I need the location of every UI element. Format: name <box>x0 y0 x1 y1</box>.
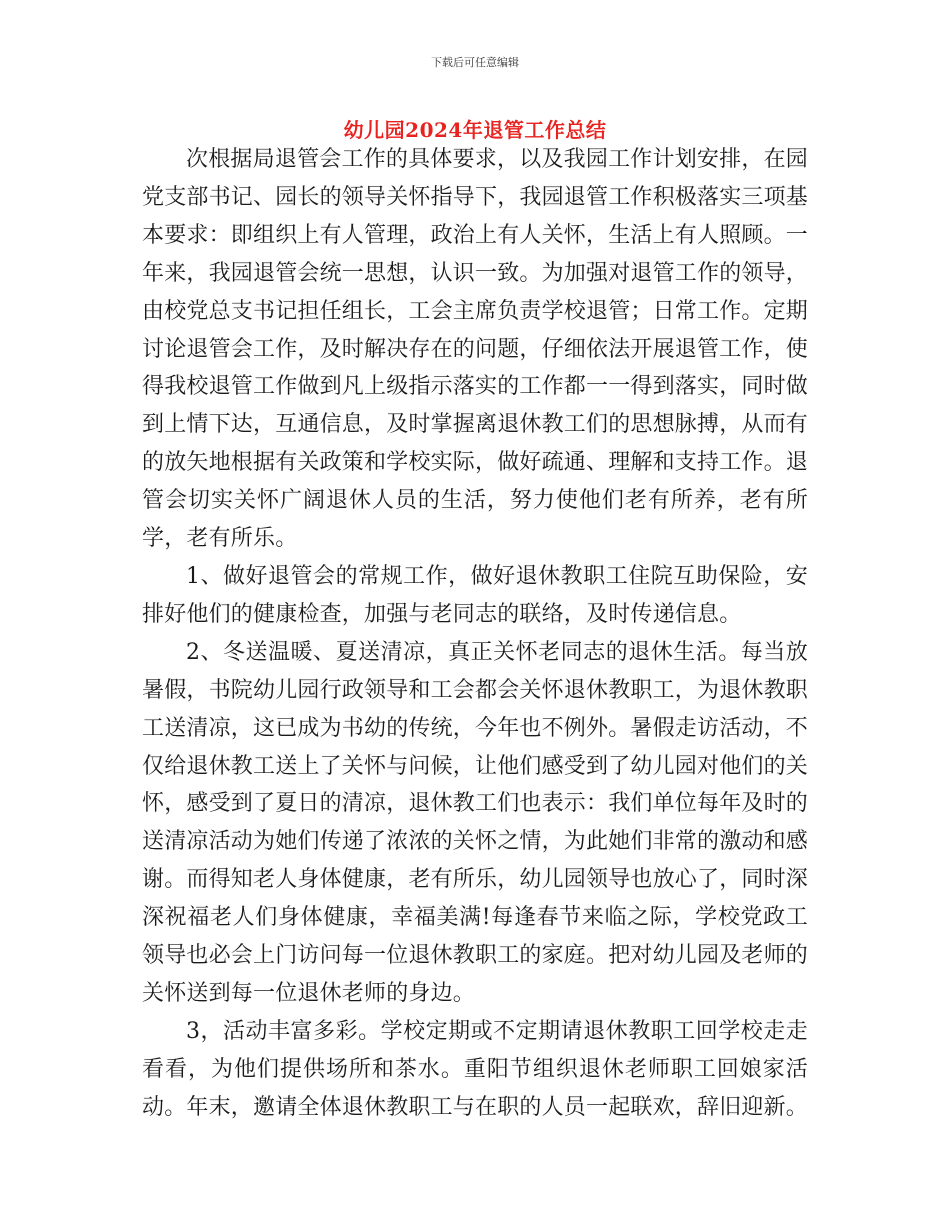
document-body <box>142 141 808 1127</box>
document-title: 幼儿园2024年退管工作总结 <box>343 118 607 142</box>
header-note: 下载后可任意编辑 <box>431 56 519 69</box>
paragraph-intro: 次根据局退管会工作的具体要求，以及我园工作计划安排，在园党支部书记、园长的领导关怀指导下，我园退管工作积极落实三项基本要求：即组织上有人管理，政治上有人关怀，生活上有人照顾。一年来，我园退管会统一思想，认识一致。为加强对退管工作的领导，由校党总支书记担任组长，工会主席负责学校退管；日常工作。定期讨论退管会工作，及时解决存在的问题，仔细依法开展退管工作，使得我校退管工作做到凡上级指示落实的工作都一一得到落实，同时做到上情下达，互通信息，及时掌握离退休教工们的思想脉搏，从而有的放矢地根据有关政策和学校实际，做好疏通、理解和支持工作。退管会切实关怀广阔退休人员的生活，努力使他们老有所养，老有所学，老有所乐。 <box>142 147 809 552</box>
paragraph-item-2: 2、冬送温暖、夏送清凉，真正关怀老同志的退休生活。每当放暑假，书院幼儿园行政领导和工会都会关怀退休教职工，为退休教职工送清凉，这已成为书幼的传统，今年也不例外。暑假走访活动，不仅给退休教工送上了关怀与问候，让他们感受到了幼儿园对他们的关怀，感受到了夏日的清凉，退休教工们也表示：我们单位每年及时的送清凉活动为她们传递了浓浓的关怀之情，为此她们非常的激动和感谢。而得知老人身体健康，老有所乐，幼儿园领导也放心了，同时深深祝福老人们身体健康，幸福美满!每逢春节来临之际，学校党政工领导也必会上门访问每一位退休教职工的家庭。把对幼儿园及老师的关怀送到每一位退休老师的身边。 <box>142 639 809 1006</box>
paragraph-item-1: 1、做好退管会的常规工作，做好退休教职工住院互助保险，安排好他们的健康检查，加强与老同志的联络，及时传递信息。 <box>142 563 808 627</box>
paragraph-item-3: 3，活动丰富多彩。学校定期或不定期请退休教职工回学校走走看看，为他们提供场所和茶水。重阳节组织退休老师职工回娘家活动。年末，邀请全体退休教职工与在职的人员一起联欢，辞旧迎新。 <box>142 1018 809 1120</box>
